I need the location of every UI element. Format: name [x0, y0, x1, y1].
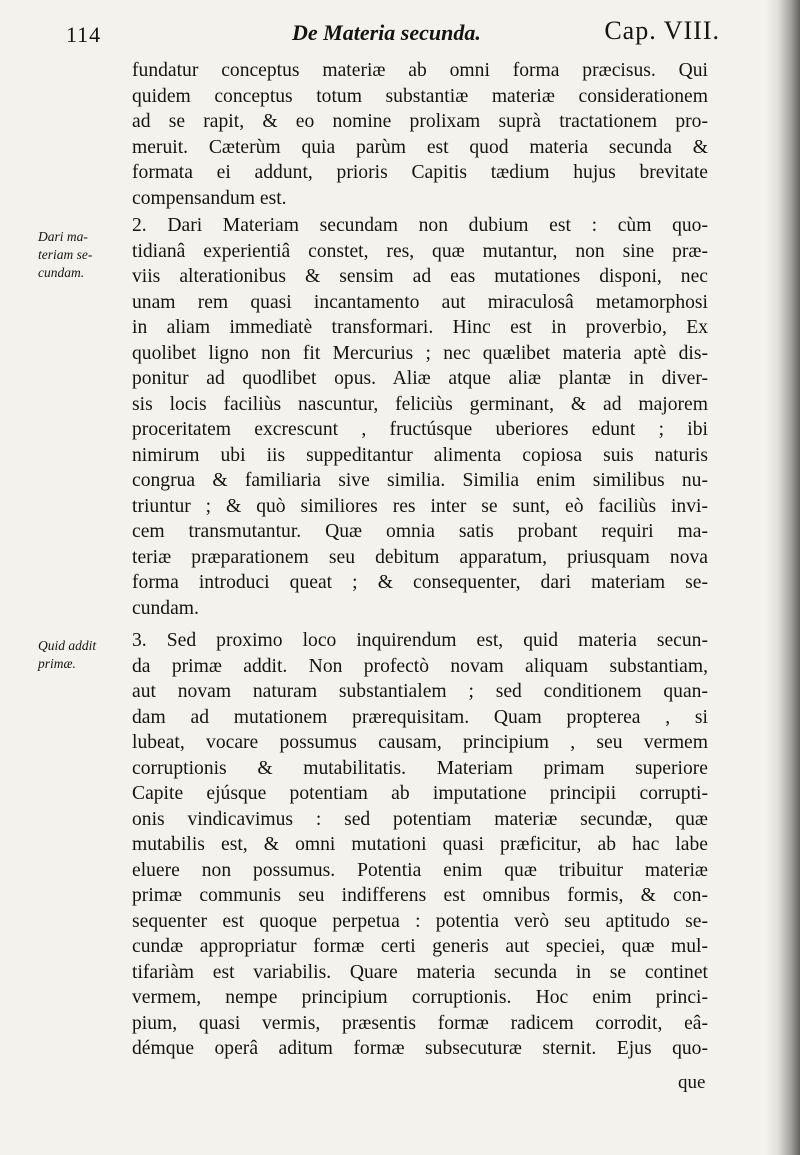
text-line: in aliam immediatè transformari. Hinc est in proverbio, Ex: [132, 317, 708, 338]
text-line: sis locis faciliùs nascuntur, feliciùs germinant, & ad majorem: [132, 393, 708, 415]
text-line: tidianâ experientiâ constet, res, quæ mutantur, non sine præ-: [132, 240, 708, 262]
text-line: lubeat, vocare possumus causam, principium , seu vermem: [132, 732, 708, 753]
text-line: tifariàm est variabilis. Quare materia secunda in se continet: [132, 961, 708, 983]
text-line: quolibet ligno non fit Mercurius ; nec quælibet materia aptè dis-: [132, 342, 708, 364]
paragraph-2: [132, 213, 708, 621]
text-line: dam ad mutationem prærequisitam. Quam propterea , si: [132, 706, 708, 728]
margin-note-dari-materiam: [38, 228, 130, 282]
text-line: primæ communis seu indifferens est omnibus formis, & con-: [132, 885, 708, 906]
margin-note-quid-addit: [38, 637, 130, 673]
text-line: triuntur ; & quò similiores res inter se sunt, eò faciliùs invi-: [132, 495, 708, 517]
text-line: formata ei addunt, prioris Capitis tædium hujus brevitate: [132, 162, 708, 183]
text-line: congrua & familiaria sive similia. Similia enim similibus nu-: [132, 470, 708, 491]
page-number: 114: [66, 22, 102, 47]
text-line: quidem conceptus totum substantiæ materiæ considerationem: [132, 85, 708, 107]
text-line: corruptionis & mutabilitatis. Materiam primam superiore: [132, 757, 708, 779]
text-line: teriæ præparationem seu debitum apparatum, priusquam nova: [132, 546, 708, 568]
text-line: proceritatem excrescunt , fructúsque uberiores edunt ; ibi: [132, 419, 708, 440]
text-line: ponitur ad quodlibet opus. Aliæ atque aliæ plantæ in diver-: [132, 368, 708, 389]
text-line: pium, quasi vermis, præsentis formæ radicem corrodit, eâ-: [132, 1012, 708, 1034]
margin-note-line: cundam.: [38, 265, 85, 280]
text-line: compensandum est.: [132, 187, 287, 209]
margin-note-line: Dari ma-: [38, 229, 88, 244]
text-line: viis alterationibus & sensim ad eas mutationes disponi, nec: [132, 266, 708, 287]
text-line: cundæ appropriatur formæ certi generis aut speciei, quæ mul-: [132, 936, 708, 957]
margin-note-line: Quid addit: [38, 638, 97, 653]
text-line: aut novam naturam substantialem ; sed conditionem quan-: [132, 681, 708, 702]
text-line: 2. Dari Materiam secundam non dubium est : cùm quo-: [132, 215, 708, 236]
text-line: sequenter est quoque perpetua : potentia verò seu aptitudo se-: [132, 910, 708, 932]
text-line: mutabilis est, & omni mutationi quasi præficitur, ab hac labe: [132, 834, 708, 855]
running-title: De Materia secunda.: [292, 20, 481, 45]
text-line: forma introduci queat ; & consequenter, dari materiam se-: [132, 572, 708, 593]
paragraph-1: [132, 58, 708, 211]
margin-note-line: primæ.: [38, 656, 76, 671]
text-line: fundatur conceptus materiæ ab omni forma præcisus. Qui: [132, 60, 708, 81]
text-line: 3. Sed proximo loco inquirendum est, quid materia secun-: [132, 630, 708, 651]
catchword: que: [678, 1072, 706, 1093]
text-line: eluere non possumus. Potentia enim quæ tribuitur materiæ: [132, 859, 708, 881]
page-header: [60, 14, 720, 48]
text-line: meruit. Cæterùm quia parùm est quod materia secunda &: [132, 136, 708, 158]
chapter-label: Cap. VIII.: [604, 16, 720, 45]
text-line: démque operâ aditum formæ subsecuturæ sternit. Ejus quo-: [132, 1038, 708, 1059]
text-line: onis vindicavimus : sed potentiam materiæ secundæ, quæ: [132, 808, 708, 830]
text-line: cem transmutantur. Quæ omnia satis probant requiri ma-: [132, 521, 708, 542]
text-line: cundam.: [132, 597, 199, 619]
margin-note-line: teriam se-: [38, 247, 93, 262]
text-line: nimirum ubi iis suppeditantur alimenta copiosa suis naturis: [132, 444, 708, 466]
text-line: unam rem quasi incantamento aut miraculosâ metamorphosi: [132, 291, 708, 313]
paragraph-3: [132, 628, 708, 1062]
text-line: vermem, nempe principium corruptionis. Hoc enim princi-: [132, 987, 708, 1008]
text-line: ad se rapit, & eo nomine prolixam suprà tractationem pro-: [132, 111, 708, 132]
text-line: Capite ejúsque potentiam ab imputatione principii corrupti-: [132, 783, 708, 804]
text-line: da primæ addit. Non profectò novam aliquam substantiam,: [132, 655, 708, 677]
binding-shadow: [766, 0, 800, 1155]
